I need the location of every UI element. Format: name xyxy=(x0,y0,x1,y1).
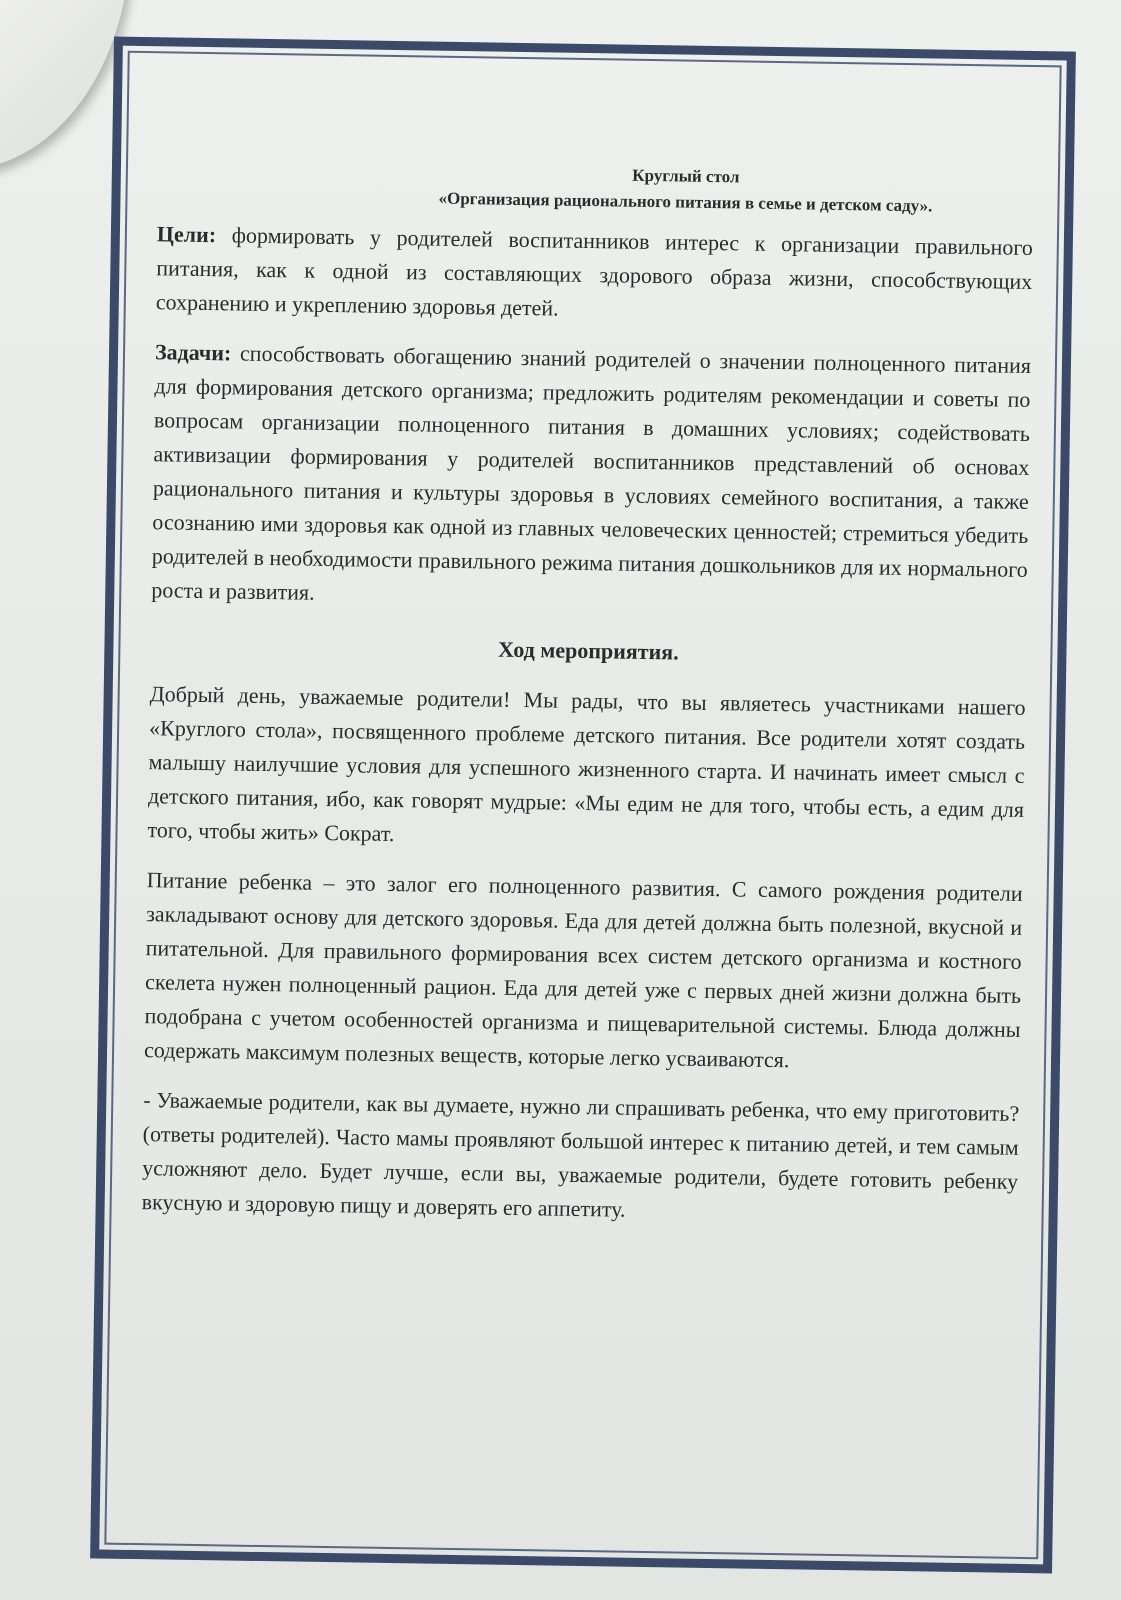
goals-label: Цели: xyxy=(156,221,217,248)
document-content xyxy=(141,155,1034,1249)
tasks-label: Задачи: xyxy=(154,339,232,366)
goals-text: формировать у родителей воспитанников интерес к организации правильного питания, как к одной из составляющих здорового образа жизни, способствующих сохранению и укреплению здоровья детей. xyxy=(155,222,1034,321)
title-line-2: «Организация рационального питания в семье и детском саду». xyxy=(438,188,933,216)
title-line-1: Круглый стол xyxy=(632,165,740,187)
tasks-text: способствовать обогащению знаний родителей о значении полноценного питания для формирования детского организма; предложить родителям рекомендации и советы по вопросам организации полноценного питания в домашних условиях; содействовать активизации формирования у родителей воспитанников представлений об основах рационального питания и культуры здоровья в условиях семейного воспитания, а также осознанию ими здоровья как одной из главных человеческих ценностей; стремиться убедить родителей в необходимости правильного режима питания дошкольников для их нормального роста и развития. xyxy=(151,340,1032,605)
paragraph-question: - Уважаемые родители, как вы думаете, нужно ли спрашивать ребенка, что ему приготовить? (ответы родителей). Часто мамы проявляют большой интерес к питанию детей, и тем самым усложняют дело. Будет лучше, если вы, уважаемые родители, будете готовить ребенку вкусную и здоровую пищу и доверять его аппетиту. xyxy=(141,1087,1020,1222)
paragraph-greeting: Добрый день, уважаемые родители! Мы рады, что вы являетесь участниками нашего «Круглого стола», посвященного проблеме детского питания. Все родители хотят создать малышу наилучшие условия для успешного жизненного старта. И начинать имеет смысл с детского питания, ибо, как говорят мудрые: «Мы едим не для того, чтобы есть, а едим для того, чтобы жить» Сократ. xyxy=(147,681,1026,847)
page-frame xyxy=(90,37,1076,1574)
tasks-paragraph xyxy=(151,335,1031,621)
document-title xyxy=(337,158,1034,221)
curled-page-corner xyxy=(0,0,130,170)
goals-paragraph xyxy=(156,217,1033,333)
section-heading: Ход мероприятия. xyxy=(497,636,679,665)
paragraph-nutrition: Питание ребенка – это залог его полноценного развития. С самого рождения родители закладывают основу для детского здоровья. Еда для детей должна быть полезной, вкусной и питательной. Для правильного формирования всех систем детского организма и костного скелета нужен полноценный рацион. Еда для детей уже с первых дней жизни должна быть подобрана с учетом особенностей организма и пищеварительной системы. Блюда должны содержать максимум полезных веществ, которые легко усваиваются. xyxy=(143,867,1023,1073)
